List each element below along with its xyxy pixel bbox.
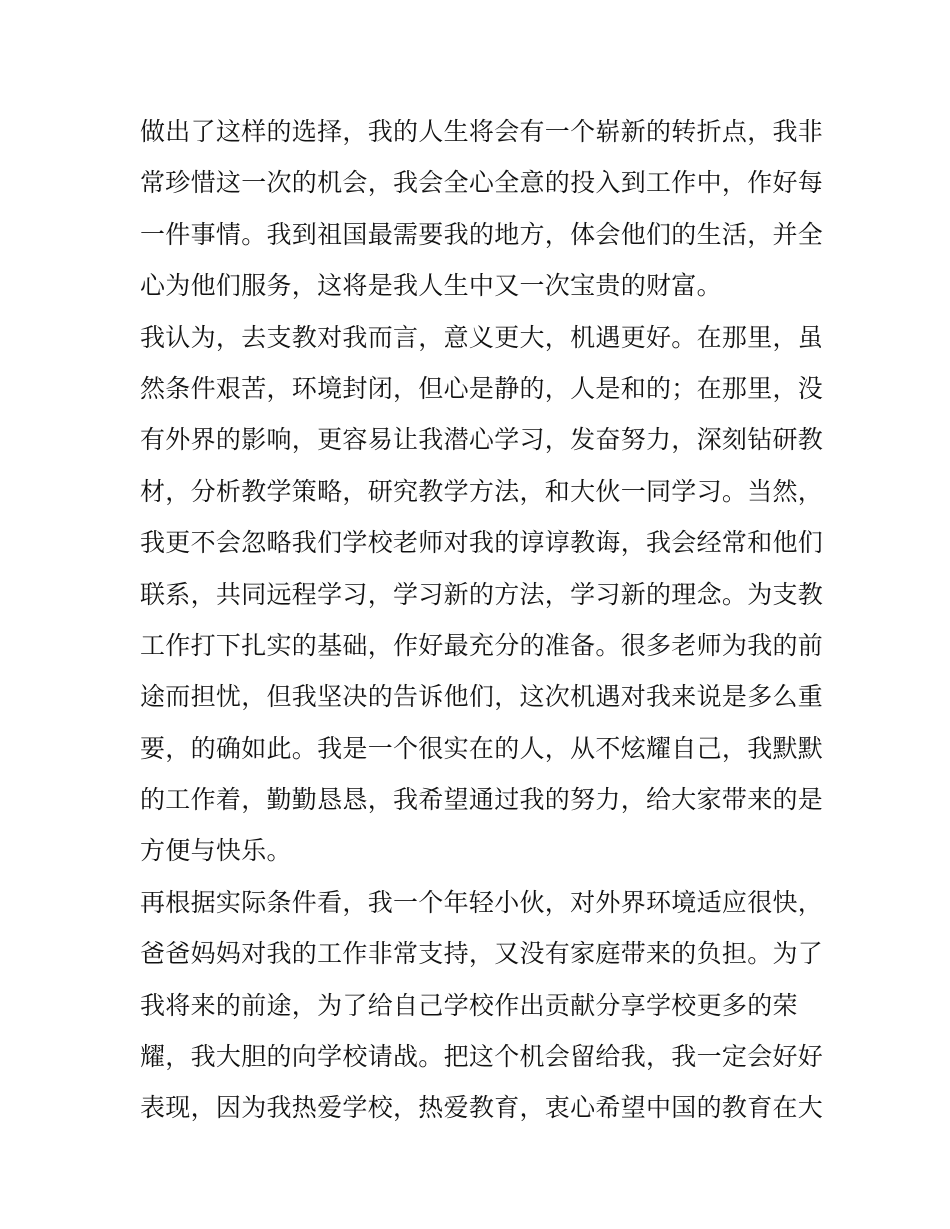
text-line: 工作打下扎实的基础，作好最充分的准备。很多老师为我的前 — [140, 630, 824, 660]
text-line: 材，分析教学策略，研究教学方法，和大伙一同学习。当然， — [140, 476, 824, 506]
text-line: 联系，共同远程学习，学习新的方法，学习新的理念。为支教 — [140, 579, 824, 609]
text-line: 的工作着，勤勤恳恳，我希望通过我的努力，给大家带来的是 — [140, 785, 824, 815]
text-line: 常珍惜这一次的机会，我会全心全意的投入到工作中，作好每 — [140, 168, 824, 198]
text-line: 耀，我大胆的向学校请战。把这个机会留给我，我一定会好好 — [140, 1042, 824, 1072]
text-line: 我将来的前途，为了给自己学校作出贡献分享学校更多的荣 — [140, 990, 798, 1020]
text-line: 我更不会忽略我们学校老师对我的谆谆教诲，我会经常和他们 — [140, 528, 824, 558]
text-line: 途而担忧，但我坚决的告诉他们，这次机遇对我来说是多么重 — [140, 682, 824, 712]
text-line: 爸爸妈妈对我的工作非常支持，又没有家庭带来的负担。为了 — [140, 939, 824, 969]
text-line: 表现，因为我热爱学校，热爱教育，衷心希望中国的教育在大 — [140, 1093, 824, 1123]
text-line: 要，的确如此。我是一个很实在的人，从不炫耀自己，我默默 — [140, 733, 824, 763]
text-line: 做出了这样的选择，我的人生将会有一个崭新的转折点，我非 — [140, 117, 824, 146]
text-line: 一件事情。我到祖国最需要我的地方，体会他们的生活，并全 — [140, 219, 824, 249]
text-line: 然条件艰苦，环境封闭，但心是静的，人是和的；在那里，没 — [140, 373, 824, 403]
text-line: 心为他们服务，这将是我人生中又一次宝贵的财富。 — [140, 271, 722, 301]
text-line: 再根据实际条件看，我一个年轻小伙，对外界环境适应很快， — [140, 887, 824, 917]
text-line: 方便与快乐。 — [140, 836, 292, 866]
body-text — [140, 106, 824, 1134]
text-line: 我认为，去支教对我而言，意义更大，机遇更好。在那里，虽 — [140, 322, 824, 352]
text-line: 有外界的影响，更容易让我潜心学习，发奋努力，深刻钻研教 — [140, 425, 824, 455]
